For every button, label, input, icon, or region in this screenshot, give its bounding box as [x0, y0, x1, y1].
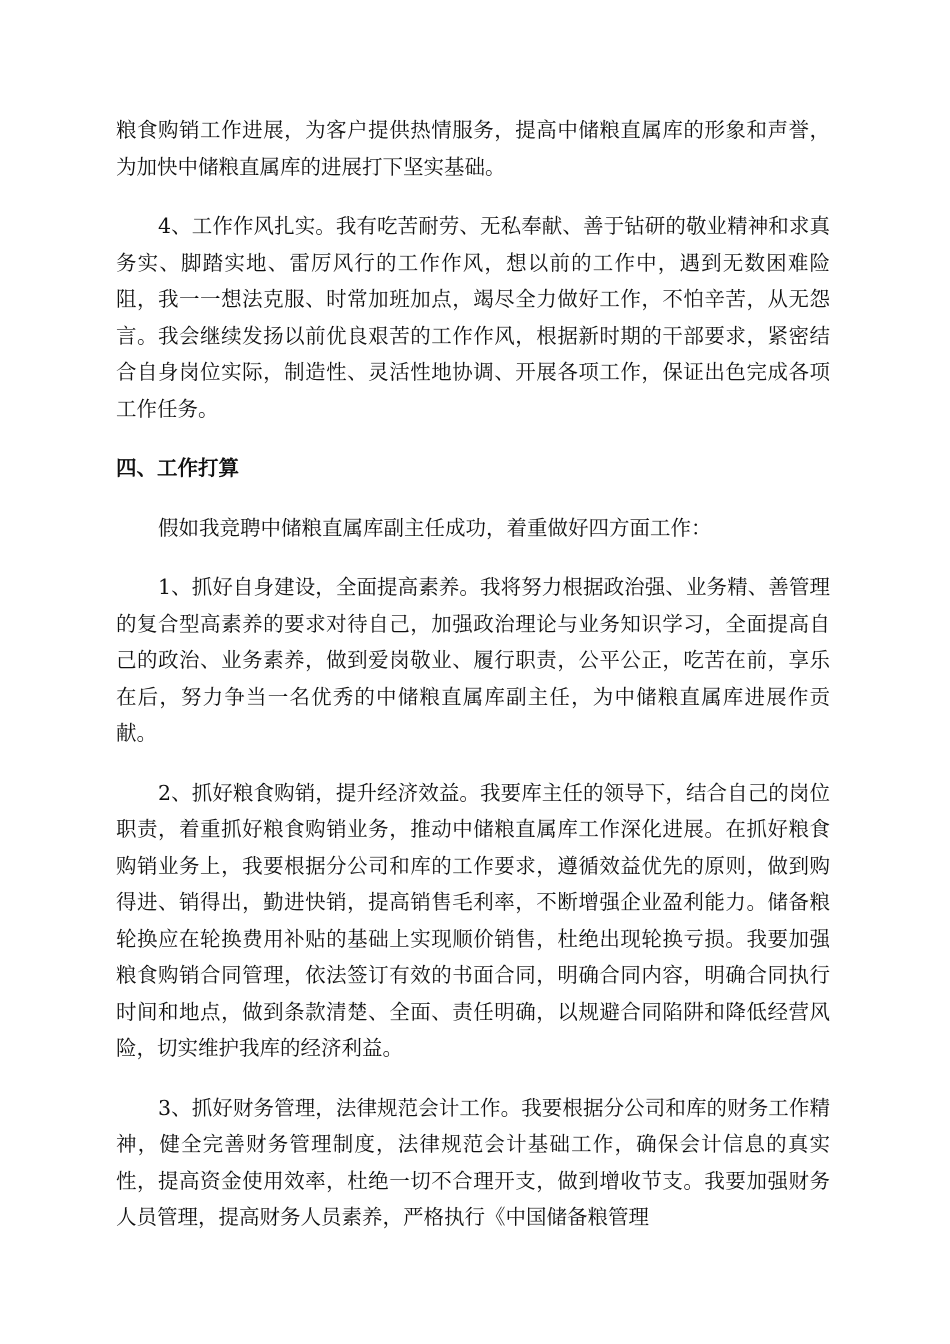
paragraph-intro: 假如我竞聘中储粮直属库副主任成功，着重做好四方面工作：	[158, 515, 712, 540]
document-page	[116, 112, 830, 1259]
paragraph-work-style: 4、工作作风扎实。我有吃苦耐劳、无私奉献、善于钻研的敬业精神和求真务实、脚踏实地、雷厉风行的工作作风，想以前的工作中，遇到无数困难险阻，我一一想法克服、时常加班加点，竭尽全力做好工作，不怕辛苦，从无怨言。我会继续发扬以前优良艰苦的工作作风，根据新时期的干部要求，紧密结合自身岗位实际，制造性、灵活性地协调、开展各项工作，保证出色完成各项工作任务。	[116, 214, 830, 421]
paragraph-plan-1: 1、抓好自身建设，全面提高素养。我将努力根据政治强、业务精、善管理的复合型高素养的要求对待自己，加强政治理论与业务知识学习，全面提高自己的政治、业务素养，做到爱岗敬业、履行职责，公平公正，吃苦在前，享乐在后，努力争当一名优秀的中储粮直属库副主任，为中储粮直属库进展作贡献。	[116, 575, 830, 745]
section-heading: 四、工作打算	[116, 456, 239, 480]
paragraph-continuation: 粮食购销工作进展，为客户提供热情服务，提高中储粮直属库的形象和声誉，为加快中储粮直属库的进展打下坚实基础。	[116, 118, 830, 179]
paragraph-plan-2: 2、抓好粮食购销，提升经济效益。我要库主任的领导下，结合自己的岗位职责，着重抓好粮食购销业务，推动中储粮直属库工作深化进展。在抓好粮食购销业务上，我要根据分公司和库的工作要求，遵循效益优先的原则，做到购得进、销得出，勤进快销，提高销售毛利率，不断增强企业盈利能力。储备粮轮换应在轮换费用补贴的基础上实现顺价销售，杜绝出现轮换亏损。我要加强粮食购销合同管理，依法签订有效的书面合同，明确合同内容，明确合同执行时间和地点，做到条款清楚、全面、责任明确，以规避合同陷阱和降低经营风险，切实维护我库的经济利益。	[116, 780, 830, 1060]
paragraph-plan-3: 3、抓好财务管理，法律规范会计工作。我要根据分公司和库的财务工作精神，健全完善财务管理制度，法律规范会计基础工作，确保会计信息的真实性，提高资金使用效率，杜绝一切不合理开支，做到增收节支。我要加强财务人员管理，提高财务人员素养，严格执行《中国储备粮管理	[116, 1095, 830, 1229]
